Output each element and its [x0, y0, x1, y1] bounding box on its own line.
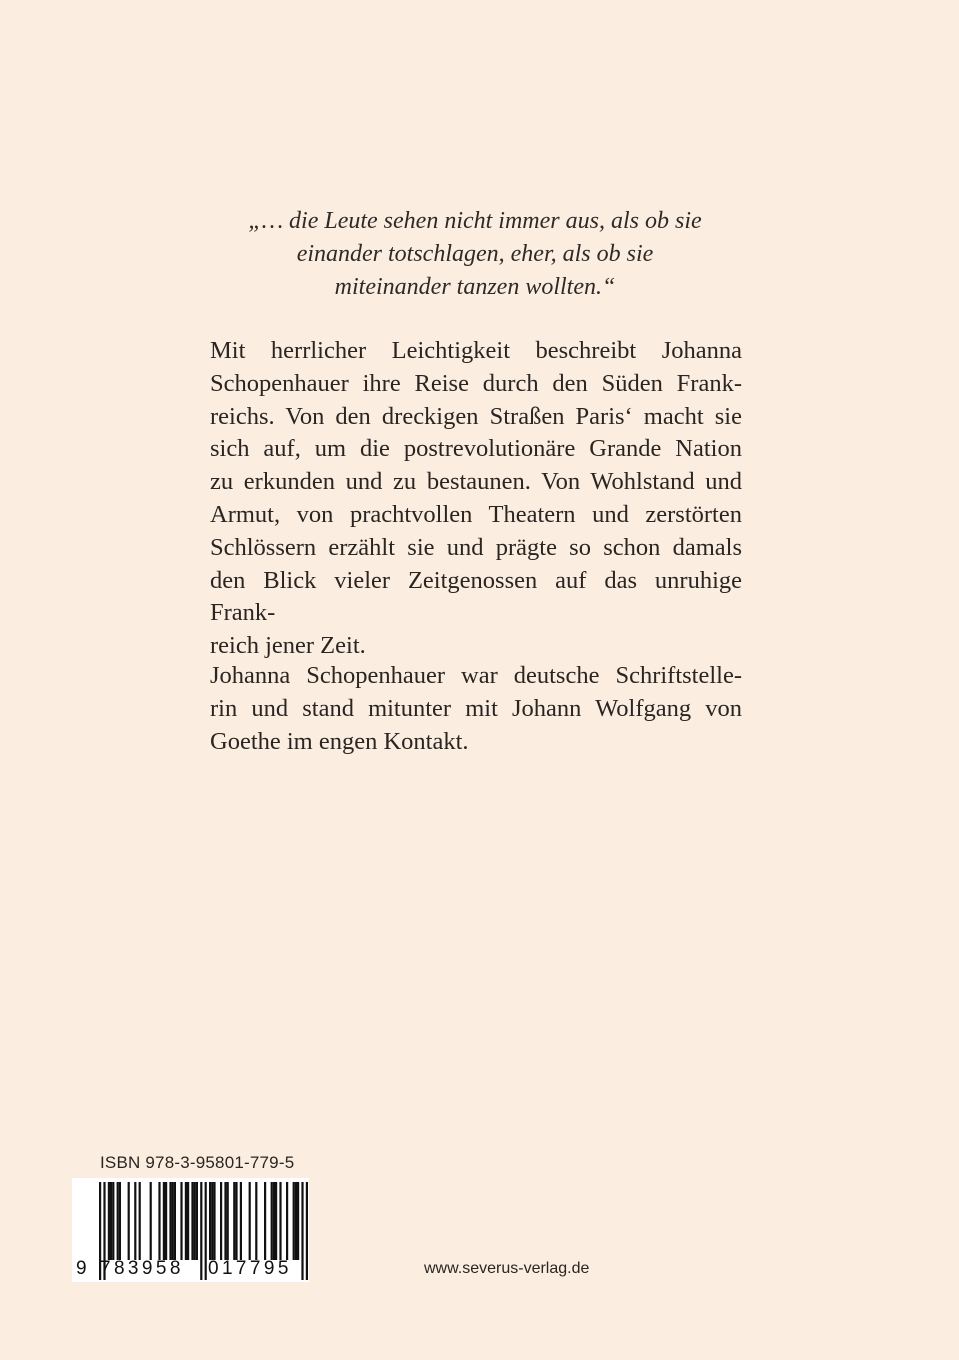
- barcode-digits-left: 783958: [100, 1258, 184, 1279]
- blurb-line: sich auf, um die postrevolutionäre Grande Nation: [210, 435, 742, 463]
- barcode-bar: [211, 1182, 213, 1260]
- quote-line: einander totschlagen, eher, als ob sie: [296, 241, 654, 267]
- blurb-paragraph-1: [210, 335, 742, 663]
- barcode-bar: [180, 1182, 182, 1260]
- isbn-label: ISBN 978-3-95801-779-5: [100, 1153, 295, 1172]
- barcode-bar: [128, 1182, 130, 1260]
- barcode-bar: [249, 1182, 251, 1260]
- barcode-bar: [163, 1182, 165, 1260]
- quote-line: miteinander tanzen wollten.“: [334, 274, 616, 300]
- quote-line: „… die Leute sehen nicht immer aus, als ob sie: [248, 208, 702, 234]
- barcode-bar: [172, 1182, 174, 1260]
- barcode-bar: [279, 1182, 281, 1260]
- barcode-bar: [191, 1182, 193, 1260]
- barcode-bar: [297, 1182, 299, 1260]
- back-cover-quote: [210, 205, 740, 304]
- barcode-bar: [220, 1182, 222, 1260]
- barcode-bar: [273, 1182, 275, 1260]
- barcode-bar: [233, 1182, 235, 1260]
- barcode-bar: [255, 1182, 257, 1260]
- barcode-digits-right: 017795: [208, 1258, 292, 1279]
- barcode-bar: [174, 1182, 176, 1260]
- blurb-line: Mit herrlicher Leichtigkeit beschreibt Johanna: [210, 337, 742, 364]
- blurb-line: Armut, von prachtvollen Theatern und zerstörten: [210, 500, 742, 528]
- barcode-bar: [194, 1182, 196, 1260]
- blurb-line: reich jener Zeit.: [210, 632, 366, 660]
- barcode-bar: [275, 1182, 277, 1260]
- barcode-bar: [139, 1182, 141, 1260]
- barcode-bar: [187, 1182, 189, 1260]
- barcode-bar: [271, 1182, 273, 1260]
- barcode-bar: [293, 1182, 295, 1260]
- barcode-bar: [158, 1182, 160, 1260]
- blurb-line: reichs. Von den dreckigen Straßen Paris‘ macht sie: [210, 402, 742, 430]
- barcode-bar: [196, 1182, 198, 1260]
- barcode-bar: [240, 1182, 242, 1260]
- blurb-line: den Blick vieler Zeitgenossen auf das unruhige Frank-: [210, 566, 742, 627]
- barcode-bar: [150, 1182, 152, 1260]
- barcode-bar: [110, 1182, 112, 1260]
- blurb-line: Johanna Schopenhauer war deutsche Schriftstelle-: [210, 662, 742, 689]
- barcode-bar: [119, 1182, 121, 1260]
- blurb-line: Goethe im engen Kontakt.: [210, 727, 469, 755]
- barcode-bar: [235, 1182, 237, 1260]
- blurb-line: Schopenhauer ihre Reise durch den Süden Frank-: [210, 369, 742, 397]
- barcode-bar: [286, 1182, 288, 1260]
- barcode-digits: [72, 1258, 309, 1284]
- barcode-bar: [227, 1182, 229, 1260]
- barcode-bar: [117, 1182, 119, 1260]
- barcode-bar: [134, 1182, 136, 1260]
- barcode-bar: [108, 1182, 110, 1260]
- blurb-line: zu erkunden und zu bestaunen. Von Wohlstand und: [210, 468, 742, 496]
- barcode-bar: [295, 1182, 297, 1260]
- barcode-bar: [213, 1182, 215, 1260]
- barcode-bar: [112, 1182, 114, 1260]
- author-paragraph: [210, 660, 742, 758]
- barcode-bar: [224, 1182, 226, 1260]
- barcode-bar: [185, 1182, 187, 1260]
- barcode-bar: [209, 1182, 211, 1260]
- blurb-line: Schlössern erzählt sie und prägte so schon damals: [210, 533, 742, 561]
- barcode-bar: [264, 1182, 266, 1260]
- barcode-digit-first: 9: [76, 1258, 87, 1279]
- barcode-bar: [165, 1182, 167, 1260]
- blurb-line: rin und stand mitunter mit Johann Wolfgang von: [210, 694, 742, 722]
- publisher-website: www.severus-verlag.de: [424, 1260, 590, 1277]
- barcode-bar: [169, 1182, 171, 1260]
